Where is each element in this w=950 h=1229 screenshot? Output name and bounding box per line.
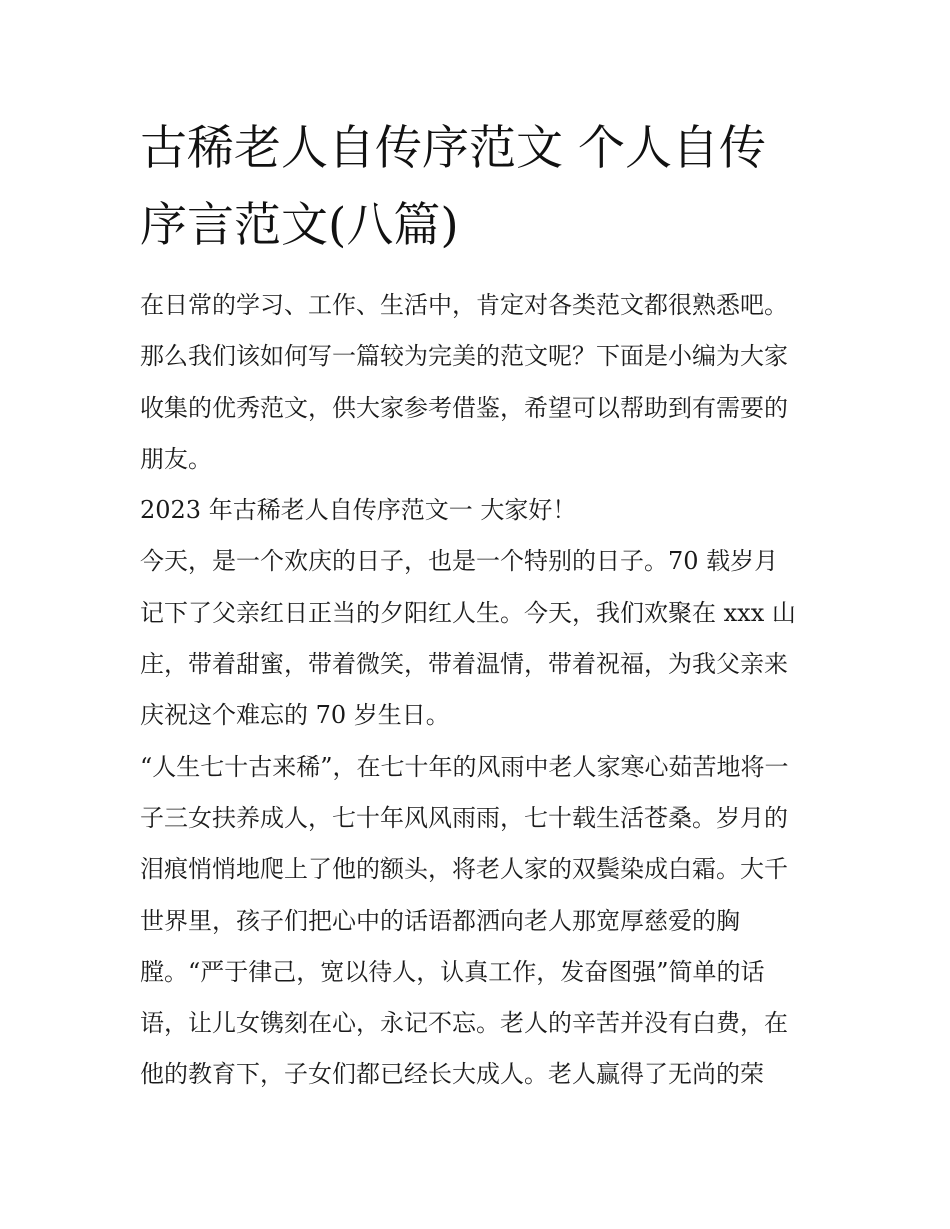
- body-line: 收集的优秀范文，供大家参考借鉴，希望可以帮助到有需要的: [140, 393, 788, 422]
- body-line: 记下了父亲红日正当的夕阳红人生。今天，我们欢聚在 xxx 山: [140, 598, 796, 627]
- body-line: 庆祝这个难忘的 70 岁生日。: [140, 701, 450, 730]
- body-line: 世界里，孩子们把心中的话语都洒向老人那宽厚慈爱的胸: [140, 906, 740, 935]
- body-line: 在日常的学习、工作、生活中，肯定对各类范文都很熟悉吧。: [140, 291, 788, 319]
- body-line: 泪痕悄悄地爬上了他的额头，将老人家的双鬓染成白霜。大千: [140, 855, 788, 884]
- title-line: 古稀老人自传序范文 个人自传: [140, 121, 766, 176]
- body-line: 2023 年古稀老人自传序范文一 大家好！: [140, 496, 577, 525]
- body-line: 朋友。: [140, 444, 212, 473]
- body-line: “人生七十古来稀”，在七十年的风雨中老人家寒心茹苦地将一: [140, 752, 789, 781]
- body-line: 今天，是一个欢庆的日子，也是一个特别的日子。70 载岁月: [140, 547, 779, 576]
- title-line: 序言范文(八篇): [140, 198, 459, 253]
- body-line: 他的教育下，子女们都已经长大成人。老人赢得了无尚的荣: [140, 1060, 764, 1089]
- body-line: 膛。“严于律己，宽以待人，认真工作，发奋图强”简单的话: [140, 957, 765, 986]
- document-body: [140, 280, 820, 1101]
- body-line: 语，让儿女镌刻在心，永记不忘。老人的辛苦并没有白费，在: [140, 1009, 788, 1038]
- body-line: 子三女扶养成人，七十年风风雨雨，七十载生活苍桑。岁月的: [140, 803, 788, 832]
- body-line: 庄，带着甜蜜，带着微笑，带着温情，带着祝福，为我父亲来: [140, 650, 788, 679]
- document-title: [140, 110, 820, 264]
- body-line: 那么我们该如何写一篇较为完美的范文呢？下面是小编为大家: [140, 342, 788, 371]
